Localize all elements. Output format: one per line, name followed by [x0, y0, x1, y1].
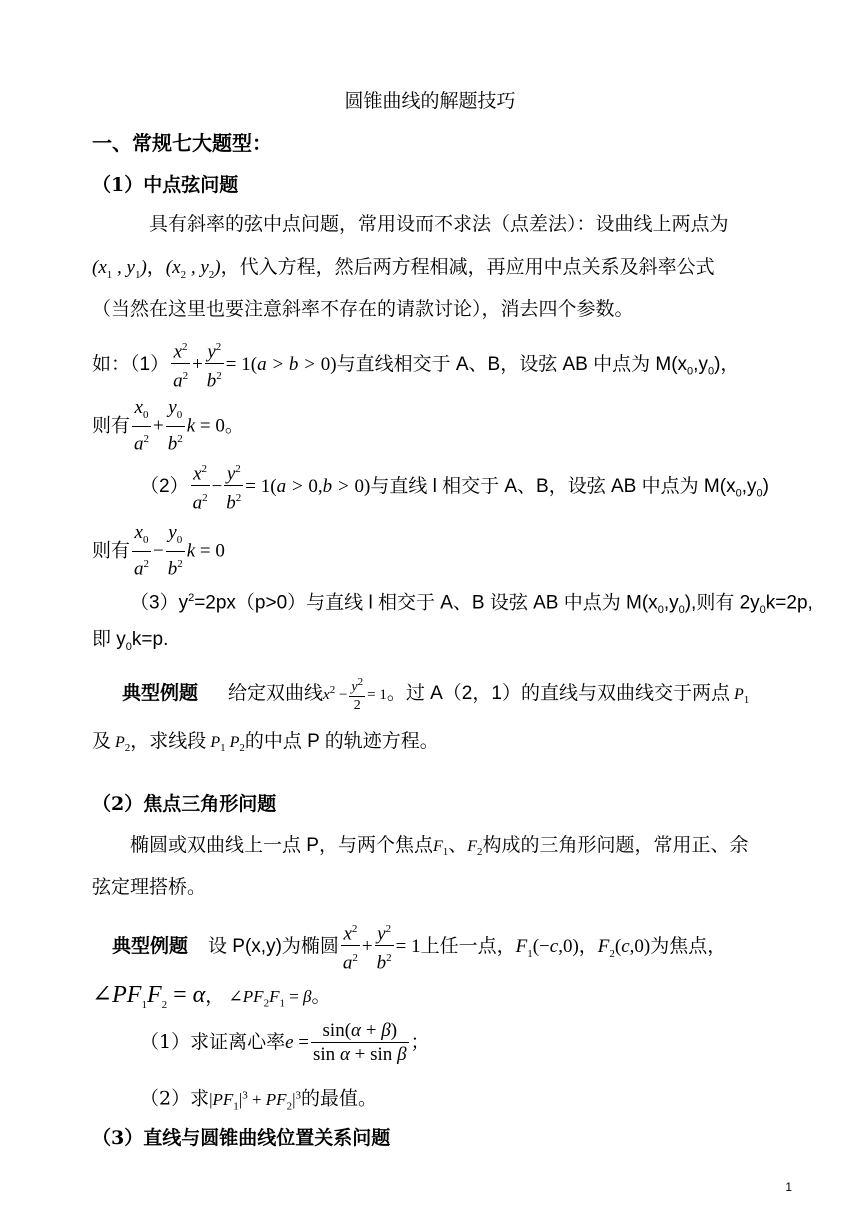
formula-line: 则有 $\frac{x_0}{a^2}$ − $\frac{y_0}{b^2}$ k = 0 [92, 522, 225, 580]
math-fraction: $\frac{y_0}{b^2}$ [167, 522, 183, 580]
question-1: （1）求证离心率e = $\frac{\sin(\alpha + \beta)}{\text{sin α + sin β}}$ ； [140, 1019, 430, 1065]
paragraph: 及 $P_2$，求线段 $P_1$ $P_2$的中点 P 的轨迹方程。 [92, 730, 439, 755]
typical-example: 典型例题 给定双曲线$x^2$ − $\frac{y^2}{2}$ = 1。过 A（2，1）的直线与双曲线交于两点 $P_1$ [122, 676, 750, 713]
example-ellipse: 如：（1） $\frac{x^2}{a^2}$ + $\frac{y^2}{b^2}$ = 1(a > b > 0)与直线相交于 A、B，设弦 AB 中点为 $M(x_0,y_0)$， [92, 336, 739, 396]
math-fraction: $\frac{x_0}{a^2}$ [134, 397, 150, 455]
paragraph: 即 $y_0k=p$. [92, 629, 169, 653]
math-fraction: $\frac{x^2}{a^2}$ [171, 336, 190, 394]
subsection-heading-midpoint: （1）中点弦问题 [92, 174, 239, 196]
example-parabola: $(3)y^2=2px(p>0)$与直线 l 相交于 A、B 设弦 AB 中点为 $M(x_0,y_0)$,则有 $2y_0k=2p$, [130, 592, 813, 617]
section-heading: 一、常规七大题型： [92, 131, 272, 155]
example-label: 典型例题 [112, 935, 189, 957]
math-fraction: $\frac{y^2}{b^2}$ [375, 918, 394, 976]
example-label: 典型例题 [122, 683, 199, 704]
math-fraction: $\frac{y^2}{2}$ [351, 676, 364, 713]
math-fraction: $\frac{y_0}{b^2}$ [167, 397, 183, 455]
math-point2: ($x_2$ , $y_2$) [165, 257, 221, 281]
paragraph: （当然在这里也要注意斜率不存在的请款讨论），消去四个参数。 [92, 298, 634, 320]
example-hyperbola: （2） $\frac{x^2}{a^2}$ − $\frac{y^2}{b^2}$ = 1(a > 0,b > 0)与直线 l 相交于 A、B，设弦 AB 中点为 $M(x_0,y_0)$ [140, 458, 769, 518]
subsection-heading-focal-triangle: （2）焦点三角形问题 [92, 793, 277, 815]
page-title: 圆锥曲线的解题技巧 [344, 90, 516, 112]
typical-example: 典型例题 设 P(x,y)为椭圆 $\frac{x^2}{a^2}$ + $\frac{y^2}{b^2}$ = 1上任一点，$F_1(-c,0)$，$F_2(c,0)$为焦点， [112, 918, 726, 978]
math-fraction: $\frac{y^2}{b^2}$ [224, 458, 243, 516]
paragraph: 具有斜率的弦中点问题，常用设而不求法（点差法）：设曲线上两点为 [149, 213, 729, 235]
math-fraction: $\frac{x^2}{a^2}$ [341, 918, 360, 976]
math-fraction: $\frac{x^2}{a^2}$ [191, 458, 210, 516]
paragraph: 弦定理搭桥。 [92, 876, 207, 898]
formula-line: $\angle PF_1F_2 = \alpha$， $\angle PF_2F_1 = \beta$。 [92, 982, 331, 1011]
question-2: （2）求$|PF_1|^3 + PF_2|^3$的最值。 [140, 1087, 377, 1113]
paragraph: 椭圆或双曲线上一点 P，与两个焦点$F_1$、$F_2$构成的三角形问题，常用正、余 [130, 834, 749, 859]
math-fraction: $\frac{y^2}{b^2}$ [205, 336, 224, 394]
math-fraction: $\frac{\sin(\alpha + \beta)}{\text{sin α + sin β}}$ [313, 1019, 407, 1065]
math-fraction: $\frac{x_0}{a^2}$ [134, 522, 150, 580]
subsection-heading-position: （3）直线与圆锥曲线位置关系问题 [92, 1127, 391, 1149]
math-point1: ($x_1$ , $y_1$) [92, 257, 147, 281]
page-number: 1 [785, 1180, 792, 1194]
paragraph: ($x_1$ , $y_1$)，($x_2$ , $y_2$)，代入方程，然后两方程相减，再应用中点关系及斜率公式 [92, 256, 715, 281]
formula-line: 则有 $\frac{x_0}{a^2}$ + $\frac{y_0}{b^2}$ k = 0。 [92, 397, 244, 455]
